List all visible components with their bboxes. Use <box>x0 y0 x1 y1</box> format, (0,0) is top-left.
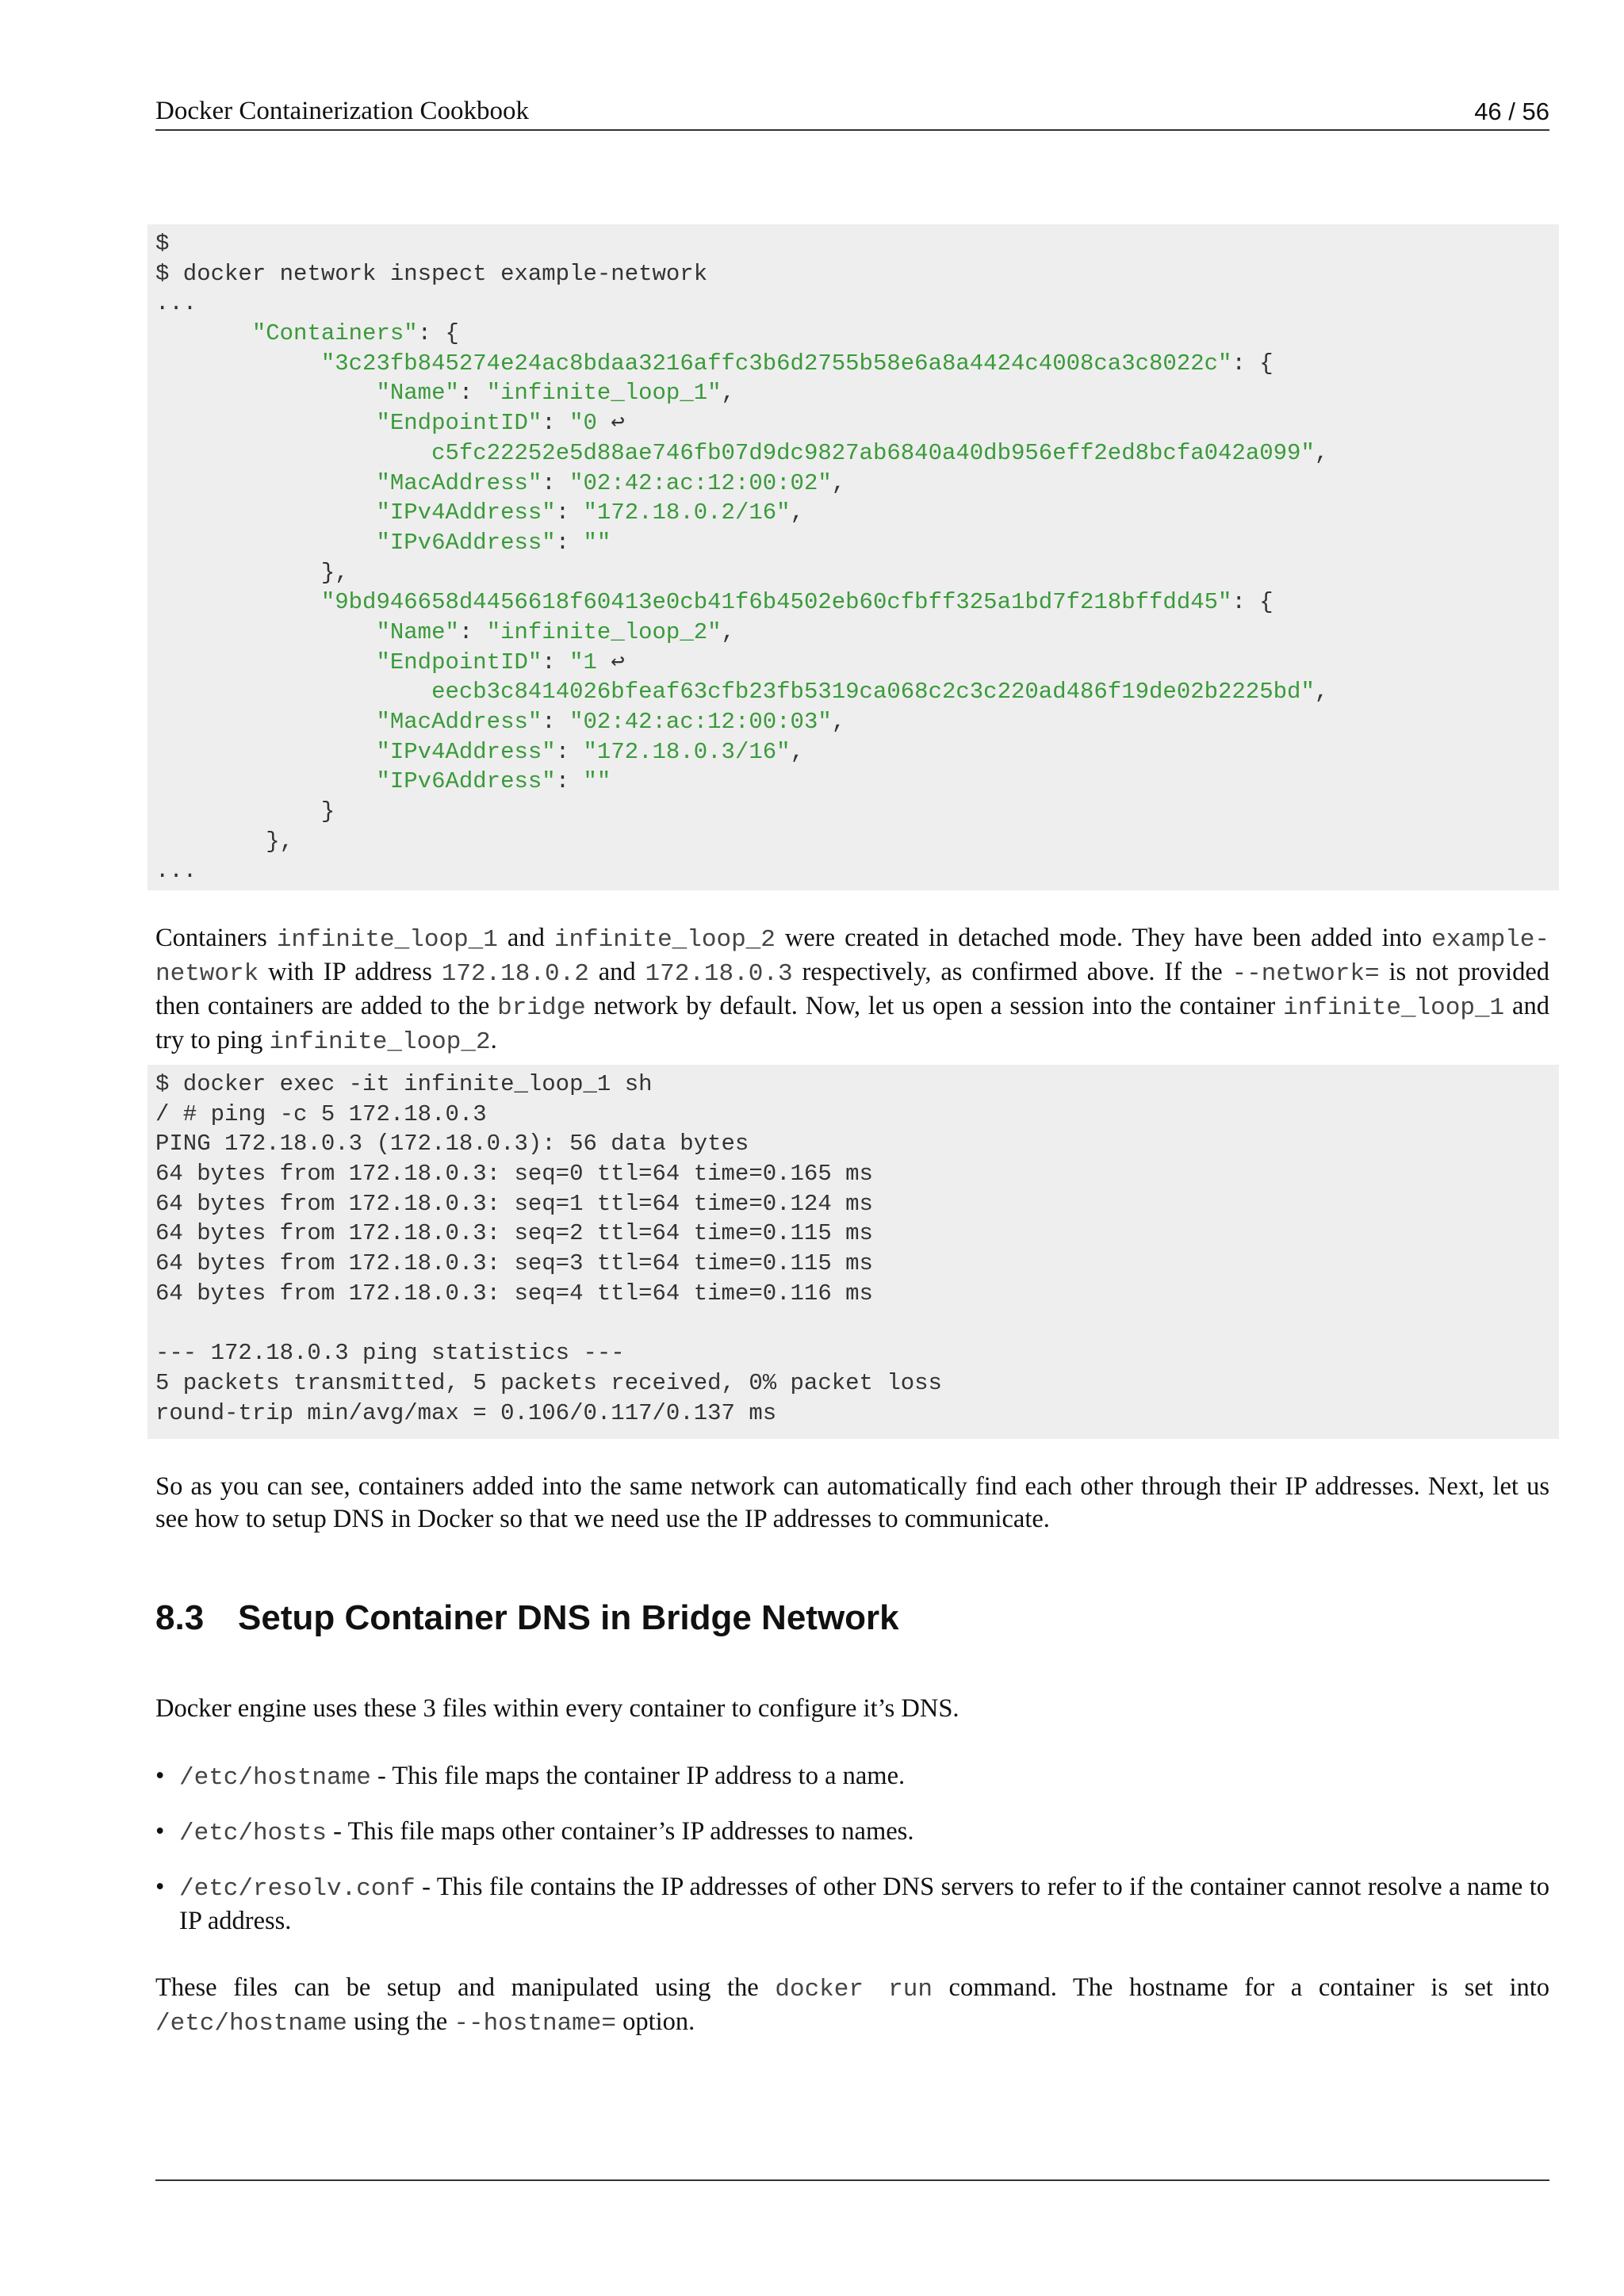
page-number: 46 / 56 <box>1474 98 1549 125</box>
text-run: } <box>155 798 335 825</box>
text-run: - This file contains the IP addresses of other DNS servers to refer to if the container cannot resolve a name to IP address. <box>179 1873 1549 1935</box>
string-literal: "Containers" <box>251 320 418 347</box>
section-number: 8.3 <box>155 1598 205 1637</box>
paragraph-dns-files-intro <box>155 1693 1549 1725</box>
code-line <box>155 528 1559 558</box>
code-line: 64 bytes from 172.18.0.3: seq=1 ttl=64 time=0.124 ms <box>155 1190 873 1217</box>
text-run: ↩ <box>611 649 625 675</box>
text-run: : <box>555 499 584 526</box>
string-literal: "172.18.0.2/16" <box>583 499 791 526</box>
inline-code: example-network <box>155 926 1549 988</box>
string-literal: "3c23fb845274e24ac8bdaa3216affc3b6d2755b58e6a8a4424c4008ca3c8022c" <box>320 350 1232 377</box>
list-item <box>155 1760 1549 1794</box>
inline-code: docker run <box>775 1976 933 2003</box>
text-run: , <box>721 618 735 645</box>
text-run: : <box>555 529 584 556</box>
text-run <box>155 470 376 496</box>
code-line: --- 172.18.0.3 ping statistics --- <box>155 1340 625 1367</box>
inline-code: /etc/hosts <box>179 1820 327 1847</box>
text-run: - This file maps the container IP address to a name. <box>370 1762 906 1790</box>
code-line <box>155 408 1559 438</box>
text-run: }, <box>155 828 294 855</box>
inline-code: /etc/resolv.conf <box>179 1875 416 1903</box>
text-run <box>155 530 376 556</box>
text-run: : <box>542 469 570 496</box>
code-block-network-inspect <box>147 224 1559 890</box>
text-run: using the <box>347 2007 454 2036</box>
text-run <box>155 350 321 377</box>
string-literal: "EndpointID" <box>376 410 542 437</box>
code-line: 64 bytes from 172.18.0.3: seq=2 ttl=64 time=0.115 ms <box>155 1220 873 1247</box>
text-run <box>155 499 376 526</box>
code-line <box>155 438 1559 469</box>
string-literal: "" <box>583 529 611 556</box>
text-run <box>155 410 376 436</box>
text-run: These files can be setup and manipulated using the <box>155 1973 776 2002</box>
inline-code: --hostname= <box>454 2010 616 2038</box>
code-line: 5 packets transmitted, 5 packets received, 0% packet loss <box>155 1369 942 1396</box>
code-line: / # ping -c 5 172.18.0.3 <box>155 1100 487 1127</box>
code-line <box>155 856 1559 886</box>
text-run: : <box>458 618 487 645</box>
string-literal: "MacAddress" <box>376 709 542 735</box>
text-run: is not provided then containers are added to the <box>155 958 1549 1020</box>
text-run: network by default. Now, let us open a session into the container <box>585 992 1284 1020</box>
text-run: and try to ping <box>155 992 1549 1054</box>
string-literal: "" <box>583 768 611 795</box>
text-run <box>155 380 376 406</box>
code-line <box>155 469 1559 499</box>
text-run: }, <box>155 559 349 586</box>
code-line <box>155 767 1559 797</box>
text-run: : { <box>1231 589 1274 616</box>
code-line <box>155 259 1559 289</box>
text-run <box>155 619 376 645</box>
code-line <box>155 707 1559 737</box>
text-run: . <box>490 1026 497 1054</box>
code-line <box>155 289 1559 319</box>
code-line: 64 bytes from 172.18.0.3: seq=4 ttl=64 time=0.116 ms <box>155 1280 873 1307</box>
text-run: ↩ <box>611 410 625 437</box>
text-run: ... <box>155 858 197 885</box>
string-literal: "1 <box>569 649 611 675</box>
string-literal: "9bd946658d4456618f60413e0cb41f6b4502eb60cfbff325a1bd7f218bffdd45" <box>320 589 1232 616</box>
inline-code: --network= <box>1231 960 1380 988</box>
text-run: , <box>831 709 846 735</box>
inline-code: infinite_loop_2 <box>269 1028 491 1056</box>
text-run <box>155 679 431 705</box>
text-run: : { <box>1231 350 1274 377</box>
section-heading <box>155 1598 899 1638</box>
text-run <box>155 768 376 794</box>
dns-files-list <box>155 1760 1549 1959</box>
inline-code: infinite_loop_2 <box>553 926 776 954</box>
string-literal: "infinite_loop_1" <box>486 380 722 407</box>
inline-code: /etc/hostname <box>179 1764 371 1792</box>
text-run: and <box>588 958 645 986</box>
text-run: with IP address <box>259 958 442 986</box>
document-title: Docker Containerization Cookbook <box>155 97 530 125</box>
string-literal: "Name" <box>376 380 459 407</box>
paragraph-containers-created <box>155 922 1549 1058</box>
code-line <box>155 319 1559 349</box>
code-line <box>155 349 1559 379</box>
text-run: $ docker network inspect example-network <box>155 260 708 287</box>
code-line <box>155 587 1559 618</box>
string-literal: "infinite_loop_2" <box>486 618 722 645</box>
string-literal: "02:42:ac:12:00:02" <box>569 469 832 496</box>
text-run <box>155 589 321 615</box>
code-line: 64 bytes from 172.18.0.3: seq=3 ttl=64 time=0.115 ms <box>155 1250 873 1277</box>
footer-rule <box>155 2179 1549 2181</box>
inline-code: infinite_loop_1 <box>1283 994 1505 1022</box>
string-literal: eecb3c8414026bfeaf63cfb23fb5319ca068c2c3c220ad486f19de02b2225bd" <box>431 679 1315 706</box>
text-run <box>155 709 376 735</box>
code-line <box>155 498 1559 528</box>
code-line: round-trip min/avg/max = 0.106/0.117/0.137 ms <box>155 1399 777 1426</box>
text-run <box>155 320 252 346</box>
list-item <box>155 1871 1549 1938</box>
text-run: So as you can see, containers added into the same network can automatically find each other through their IP addresses. Next, let us see how to setup DNS in Docker so that we need use the IP addresses to communicate. <box>155 1472 1549 1533</box>
text-run: , <box>790 499 804 526</box>
code-line <box>155 648 1559 678</box>
inline-code: 172.18.0.2 <box>441 960 589 988</box>
string-literal: "EndpointID" <box>376 649 542 675</box>
code-line: PING 172.18.0.3 (172.18.0.3): 56 data bytes <box>155 1131 749 1158</box>
text-run: Containers <box>155 924 277 952</box>
text-run: , <box>790 738 804 765</box>
inline-code: 172.18.0.3 <box>645 960 793 988</box>
string-literal: c5fc22252e5d88ae746fb07d9dc9827ab6840a40db956eff2ed8bcfa042a099" <box>431 439 1315 466</box>
text-run: , <box>1314 679 1329 706</box>
text-run: : <box>542 410 570 437</box>
string-literal: "02:42:ac:12:00:03" <box>569 709 832 735</box>
text-run: ... <box>155 290 197 317</box>
text-run: option. <box>616 2007 695 2036</box>
text-run <box>155 440 431 466</box>
code-line <box>155 797 1559 827</box>
text-run: , <box>831 469 846 496</box>
page-header <box>155 97 1549 131</box>
string-literal: "0 <box>569 410 611 437</box>
section-title: Setup Container DNS in Bridge Network <box>238 1598 899 1637</box>
string-literal: "IPv4Address" <box>376 738 556 765</box>
string-literal: "172.18.0.3/16" <box>583 738 791 765</box>
code-line <box>155 1309 1559 1339</box>
code-line <box>155 618 1559 648</box>
inline-code: /etc/hostname <box>155 2010 347 2038</box>
string-literal: "Name" <box>376 618 459 645</box>
text-run: : <box>458 380 487 407</box>
string-literal: "IPv6Address" <box>376 529 556 556</box>
code-line <box>155 229 1559 259</box>
code-line <box>155 558 1559 588</box>
text-run: - This file maps other container’s IP addresses to names. <box>327 1817 914 1846</box>
paragraph-docker-run-hostname <box>155 1972 1549 2040</box>
text-run: : <box>542 709 570 735</box>
string-literal: "IPv6Address" <box>376 768 556 795</box>
text-run: : { <box>417 320 459 347</box>
text-run <box>155 649 376 675</box>
list-item <box>155 1816 1549 1850</box>
inline-code: bridge <box>497 994 586 1022</box>
text-run: : <box>555 768 584 795</box>
code-line <box>155 827 1559 857</box>
text-run <box>155 739 376 765</box>
code-block-ping <box>147 1065 1559 1439</box>
code-line <box>155 677 1559 707</box>
inline-code: infinite_loop_1 <box>276 926 498 954</box>
string-literal: "IPv4Address" <box>376 499 556 526</box>
code-line <box>155 378 1559 408</box>
code-line: $ docker exec -it infinite_loop_1 sh <box>155 1071 653 1097</box>
string-literal: "MacAddress" <box>376 469 542 496</box>
text-run: Docker engine uses these 3 files within every container to configure it’s DNS. <box>155 1694 959 1723</box>
paragraph-network-discovery <box>155 1471 1549 1536</box>
text-run: were created in detached mode. They have been added into <box>775 924 1432 952</box>
text-run: , <box>1314 439 1329 466</box>
text-run: $ <box>155 231 170 257</box>
text-run: : <box>542 649 570 675</box>
text-run: and <box>497 924 554 952</box>
text-run: : <box>555 738 584 765</box>
code-line: 64 bytes from 172.18.0.3: seq=0 ttl=64 time=0.165 ms <box>155 1161 873 1188</box>
text-run: command. The hostname for a container is set into <box>932 1973 1549 2002</box>
code-line <box>155 737 1559 767</box>
text-run: respectively, as confirmed above. If the <box>792 958 1232 986</box>
text-run: , <box>721 380 735 407</box>
